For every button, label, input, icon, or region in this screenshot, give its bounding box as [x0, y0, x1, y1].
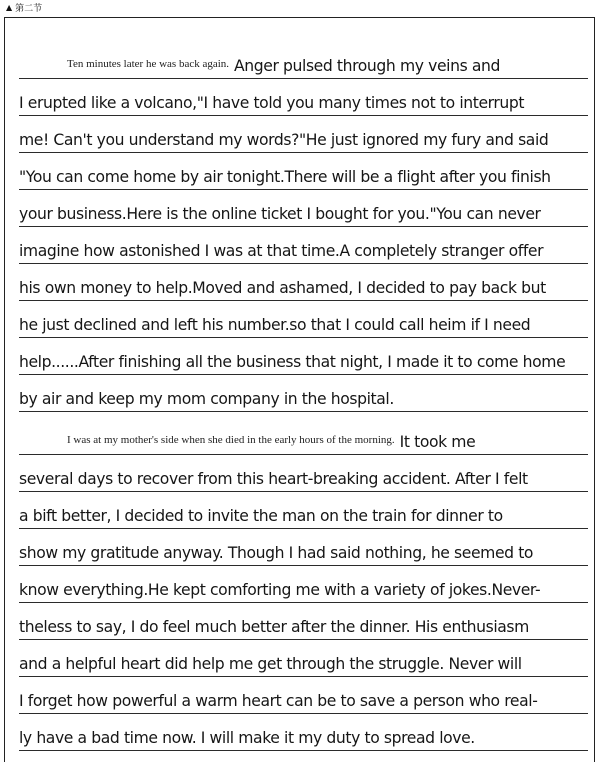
handwritten-text: me! Can't you understand my words?"He just ignored my fury and said	[19, 131, 549, 149]
printed-prompt: Ten minutes later he was back again.	[67, 58, 230, 70]
ruled-line	[19, 492, 588, 529]
ruled-line	[19, 455, 588, 492]
handwritten-text: several days to recover from this heart-breaking accident. After I felt	[19, 470, 528, 488]
section-title: 第二节	[15, 4, 43, 14]
handwritten-text: a bift better, I decided to invite the man on the train for dinner to	[19, 507, 503, 525]
ruled-line	[19, 153, 588, 190]
handwritten-text: and a helpful heart did help me get through the struggle. Never will	[19, 655, 522, 673]
triangle-marker-icon: ▲	[6, 3, 13, 12]
handwritten-text: show my gratitude anyway. Though I had said nothing, he seemed to	[19, 544, 534, 562]
ruled-line	[19, 301, 588, 338]
handwritten-text: help......After finishing all the business that night, I made it to come home	[19, 353, 566, 371]
ruled-line	[19, 677, 588, 714]
handwritten-text: I erupted like a volcano,"I have told you many times not to interrupt	[19, 94, 525, 112]
section-header	[6, 1, 42, 14]
ruled-line	[19, 714, 588, 751]
ruled-line	[19, 418, 588, 455]
ruled-line	[19, 227, 588, 264]
ruled-line	[19, 375, 588, 412]
handwritten-text: I forget how powerful a warm heart can be to save a person who real-	[19, 692, 538, 710]
ruled-line	[19, 338, 588, 375]
handwritten-text: your business.Here is the online ticket I bought for you."You can never	[19, 205, 541, 223]
ruled-line	[19, 529, 588, 566]
ruled-line	[19, 79, 588, 116]
printed-prompt: I was at my mother's side when she died in the early hours of the morning.	[67, 434, 395, 446]
handwritten-text: "You can come home by air tonight.There will be a flight after you finish	[19, 168, 551, 186]
handwritten-text: theless to say, I do feel much better after the dinner. His enthusiasm	[19, 618, 529, 636]
handwritten-text: Anger pulsed through my veins and	[234, 57, 500, 75]
ruled-line	[19, 264, 588, 301]
ruled-line	[19, 42, 588, 79]
ruled-line	[19, 190, 588, 227]
handwritten-text: know everything.He kept comforting me with a variety of jokes.Never-	[19, 581, 541, 599]
ruled-line	[19, 566, 588, 603]
handwritten-text: by air and keep my mom company in the hospital.	[19, 390, 394, 408]
ruled-line	[19, 603, 588, 640]
ruled-line	[19, 640, 588, 677]
handwritten-text: It took me	[399, 433, 476, 451]
handwritten-text: imagine how astonished I was at that time.A completely stranger offer	[19, 242, 544, 260]
handwritten-text: his own money to help.Moved and ashamed, I decided to pay back but	[19, 279, 546, 297]
ruled-line	[19, 116, 588, 153]
answer-frame	[4, 17, 595, 762]
handwritten-text: ly have a bad time now. I will make it my duty to spread love.	[19, 729, 475, 747]
handwritten-text: he just declined and left his number.so that I could call heim if I need	[19, 316, 531, 334]
